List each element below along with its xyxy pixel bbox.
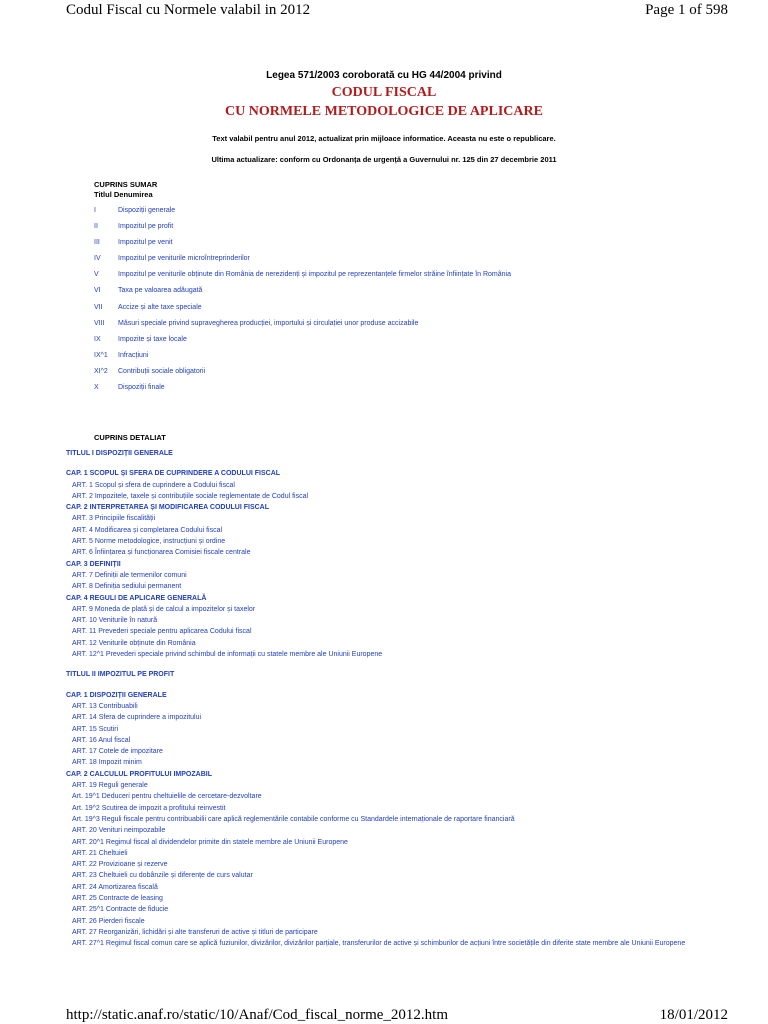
summary-item[interactable]	[94, 207, 511, 223]
summary-item[interactable]	[94, 287, 511, 303]
toc-article-link[interactable]: ART. 24 Amortizarea fiscală	[72, 883, 158, 891]
toc-article-link[interactable]: ART. 15 Scutiri	[72, 725, 119, 733]
summary-title: CUPRINS SUMAR	[94, 180, 158, 189]
toc-article-link[interactable]: ART. 7 Definiții ale termenilor comuni	[72, 571, 187, 579]
page-footer-date: 18/01/2012	[659, 1007, 728, 1023]
summary-item-number: VI	[94, 287, 101, 295]
summary-item-number: I	[94, 207, 96, 214]
summary-item-link[interactable]: Contribuții sociale obligatorii	[118, 367, 206, 375]
summary-item-number: V	[94, 271, 99, 279]
summary-item-link[interactable]: Măsuri speciale privind supravegherea producției, importului și circulației unor produse accizabile	[118, 319, 419, 327]
toc-article-link[interactable]: ART. 27^1 Regimul fiscal comun care se aplică fuziunilor, divizărilor, divizărilor parțiale, transferurilor de active și schimburilor de acțiuni între societățile din diferite state membre ale Uniunii Europene	[72, 940, 686, 948]
page-footer-url: http://static.anaf.ro/static/10/Anaf/Cod_fiscal_norme_2012.htm	[66, 1007, 449, 1023]
toc-article-link[interactable]: ART. 20^1 Regimul fiscal al dividendelor primite din statele membre ale Uniunii Europene	[72, 838, 348, 846]
summary-item-link[interactable]: Impozitul pe profit	[118, 223, 174, 231]
summary-item-link[interactable]: Impozitul pe venit	[118, 239, 173, 247]
summary-columns: Titlul Denumirea	[94, 190, 153, 199]
toc-article-link[interactable]: Art. 19^2 Scutirea de impozit a profitului reinvestit	[72, 804, 226, 812]
page-header-title: Codul Fiscal cu Normele valabil in 2012	[66, 2, 311, 18]
summary-item[interactable]	[94, 255, 511, 271]
toc-article-link[interactable]: ART. 25^1 Contracte de fiducie	[72, 906, 169, 914]
toc-article-link[interactable]: ART. 17 Cotele de impozitare	[72, 748, 163, 756]
summary-item-number: VII	[94, 303, 103, 311]
summary-item[interactable]	[94, 271, 511, 287]
detailed-toc	[66, 448, 746, 949]
toc-article-link[interactable]: ART. 6 Înființarea și funcționarea Comisiei fiscale centrale	[72, 549, 251, 557]
toc-section-link[interactable]: CAP. 1 DISPOZIȚII GENERALE	[66, 691, 167, 699]
summary-list	[94, 207, 511, 400]
toc-article-link[interactable]: ART. 3 Principiile fiscalității	[72, 515, 156, 523]
toc-section-link[interactable]: CAP. 1 SCOPUL ȘI SFERA DE CUPRINDERE A CODULUI FISCAL	[66, 470, 281, 478]
toc-article-link[interactable]: ART. 12^1 Prevederi speciale privind schimbul de informații cu statele membre ale Uniunii Europene	[72, 651, 383, 659]
toc-section-link[interactable]: CAP. 4 REGULI DE APLICARE GENERALĂ	[66, 594, 207, 602]
summary-item-number: IX^1	[94, 351, 108, 359]
summary-item[interactable]	[94, 368, 511, 384]
toc-article-link[interactable]: ART. 2 Impozitele, taxele și contribuțiile sociale reglementate de Codul fiscal	[72, 492, 309, 500]
summary-item[interactable]	[94, 384, 511, 400]
toc-section-link[interactable]: TITLUL I DISPOZIȚII GENERALE	[66, 450, 173, 457]
toc-article-link[interactable]: ART. 14 Sfera de cuprindere a impozitului	[72, 714, 202, 722]
toc-section-link[interactable]: CAP. 3 DEFINIȚII	[66, 560, 121, 568]
toc-article-link[interactable]: ART. 16 Anul fiscal	[72, 736, 131, 744]
toc-article-link[interactable]: Art. 19^3 Reguli fiscale pentru contribuabilii care aplică reglementările contabile conforme cu Standardele internaționale de raportare financiară	[72, 815, 515, 823]
toc-article-link[interactable]: ART. 21 Cheltuieli	[72, 849, 128, 857]
toc-article-link[interactable]: ART. 11 Prevederi speciale pentru aplicarea Codului fiscal	[72, 628, 252, 636]
summary-item-number: IV	[94, 255, 101, 263]
toc-article-link[interactable]: ART. 22 Provizioane și rezerve	[72, 861, 168, 869]
summary-item-link[interactable]: Dispoziții generale	[118, 207, 176, 214]
summary-item[interactable]	[94, 304, 511, 320]
page-header-number: Page 1 of 598	[645, 2, 728, 18]
summary-item-number: II	[94, 223, 98, 231]
summary-item-number: IX	[94, 335, 101, 343]
toc-article-link[interactable]: ART. 25 Contracte de leasing	[72, 894, 163, 902]
toc-section-link[interactable]: CAP. 2 CALCULUL PROFITULUI IMPOZABIL	[66, 770, 212, 778]
toc-article-link[interactable]: ART. 12 Veniturile obținute din România	[72, 639, 196, 647]
summary-item-number: III	[94, 239, 100, 247]
toc-article-link[interactable]: ART. 10 Veniturile în natură	[72, 617, 158, 625]
toc-article-link[interactable]: ART. 1 Scopul și sfera de cuprindere a Codului fiscal	[72, 481, 235, 489]
toc-article-link[interactable]: ART. 27 Reorganizări, lichidări și alte transferuri de active și titluri de participare	[72, 928, 318, 936]
summary-item[interactable]	[94, 239, 511, 255]
toc-article-link[interactable]: ART. 26 Pierderi fiscale	[72, 917, 145, 925]
summary-item-number: XI^2	[94, 367, 108, 375]
summary-item-link[interactable]: Impozitul pe veniturile microîntreprinderilor	[118, 255, 250, 263]
toc-article-link[interactable]: ART. 23 Cheltuieli cu dobânzile și diferențe de curs valutar	[72, 872, 253, 880]
summary-item[interactable]	[94, 336, 511, 352]
summary-item[interactable]	[94, 320, 511, 336]
summary-item-link[interactable]: Accize și alte taxe speciale	[118, 303, 202, 311]
summary-item[interactable]	[94, 223, 511, 239]
summary-header	[94, 180, 157, 200]
document-subtitle: CU NORMELE METODOLOGICE DE APLICARE	[225, 104, 543, 119]
law-reference: Legea 571/2003 coroborată cu HG 44/2004 privind	[266, 70, 502, 81]
summary-item-number: VIII	[94, 319, 105, 327]
toc-section-link[interactable]: TITLUL II IMPOZITUL PE PROFIT	[66, 671, 175, 679]
toc-article-link[interactable]: ART. 19 Reguli generale	[72, 782, 148, 790]
update-note: Ultima actualizare: conform cu Ordonanța de urgență a Guvernului nr. 125 din 27 decembrie 2011	[211, 155, 557, 164]
document-title: CODUL FISCAL	[331, 85, 437, 100]
summary-item-link[interactable]: Impozite și taxe locale	[118, 335, 187, 343]
summary-item-link[interactable]: Dispoziții finale	[118, 384, 165, 392]
summary-item-link[interactable]: Taxa pe valoarea adăugată	[118, 287, 203, 295]
toc-article-link[interactable]: ART. 9 Moneda de plată și de calcul a impozitelor și taxelor	[72, 605, 256, 613]
detailed-toc-title: CUPRINS DETALIAT	[94, 433, 166, 442]
toc-article-link[interactable]: ART. 5 Norme metodologice, instrucțiuni și ordine	[72, 538, 226, 546]
summary-item-link[interactable]: Impozitul pe veniturile obținute din România de nerezidenți și impozitul pe reprezentanțele firmelor străine înființate în România	[118, 271, 511, 279]
toc-section-link[interactable]: CAP. 2 INTERPRETAREA ȘI MODIFICAREA CODULUI FISCAL	[66, 504, 270, 512]
toc-article-link[interactable]: ART. 18 Impozit minim	[72, 759, 142, 767]
summary-item-number: X	[94, 384, 99, 392]
summary-item-link[interactable]: Infracțiuni	[118, 351, 149, 359]
toc-article-link[interactable]: ART. 13 Contribuabili	[72, 702, 138, 710]
toc-article-link[interactable]: ART. 8 Definiția sediului permanent	[72, 583, 182, 591]
validity-note: Text valabil pentru anul 2012, actualizat prin mijloace informatice. Aceasta nu este o republicare.	[212, 134, 556, 143]
toc-article-link[interactable]: ART. 4 Modificarea și completarea Codului fiscal	[72, 526, 223, 534]
toc-article-link[interactable]: Art. 19^1 Deduceri pentru cheltuielile de cercetare-dezvoltare	[72, 793, 262, 801]
summary-item[interactable]	[94, 352, 511, 368]
toc-article-link[interactable]: ART. 20 Venituri neimpozabile	[72, 827, 166, 835]
